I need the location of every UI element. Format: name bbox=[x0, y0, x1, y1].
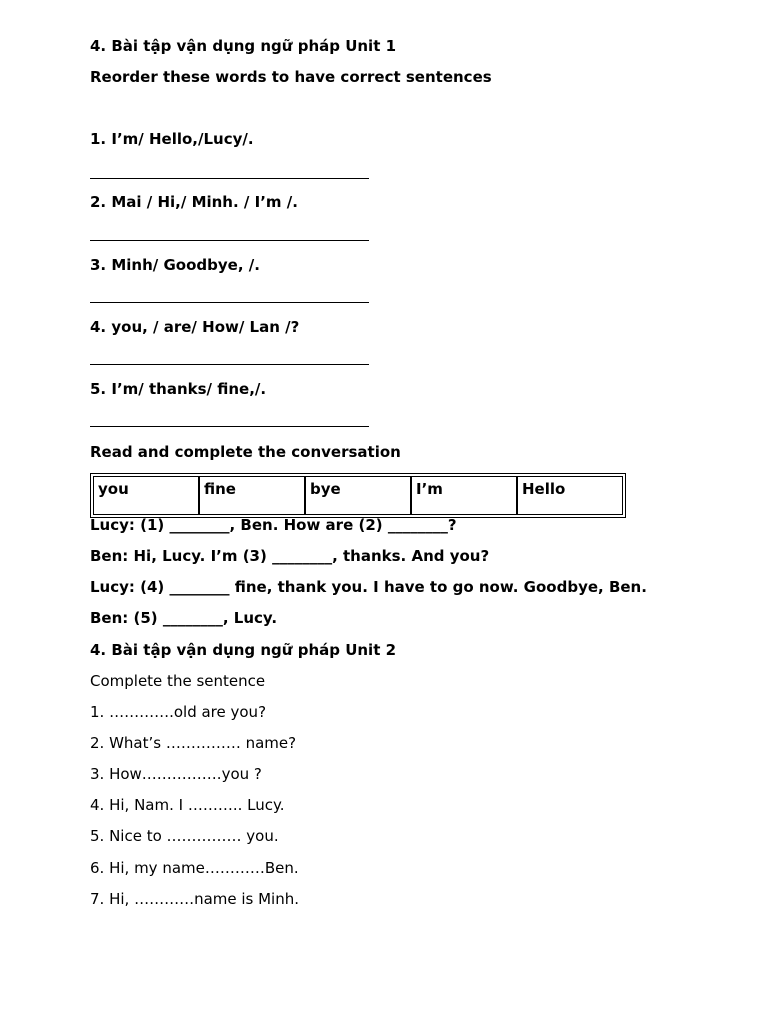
conversation-line: Lucy: (1) ________, Ben. How are (2) ________? bbox=[90, 516, 457, 534]
read-instruction: Read and complete the conversation bbox=[90, 443, 401, 461]
conversation-line: Lucy: (4) ________ fine, thank you. I have to go now. Goodbye, Ben. bbox=[90, 578, 647, 596]
word-box-cell: bye bbox=[306, 477, 412, 514]
word-box-cell: you bbox=[94, 477, 200, 514]
complete-item: 1. ………….old are you? bbox=[90, 703, 267, 721]
unit1-heading: 4. Bài tập vận dụng ngữ pháp Unit 1 bbox=[90, 37, 397, 55]
reorder-item: 1. I’m/ Hello,/Lucy/. bbox=[90, 130, 254, 148]
reorder-instruction: Reorder these words to have correct sentences bbox=[90, 68, 492, 86]
conversation-line: Ben: Hi, Lucy. I’m (3) ________, thanks. And you? bbox=[90, 547, 490, 565]
reorder-item: 3. Minh/ Goodbye, /. bbox=[90, 256, 260, 274]
word-box-cell: fine bbox=[200, 477, 306, 514]
conversation-line: Ben: (5) ________, Lucy. bbox=[90, 609, 278, 627]
word-box-cell: I’m bbox=[412, 477, 518, 514]
complete-item: 2. What’s …………… name? bbox=[90, 734, 297, 752]
reorder-item: 5. I’m/ thanks/ fine,/. bbox=[90, 380, 267, 398]
complete-item: 7. Hi, …………name is Minh. bbox=[90, 890, 300, 908]
answer-line bbox=[90, 302, 369, 303]
reorder-item: 4. you, / are/ How/ Lan /? bbox=[90, 318, 300, 336]
answer-line bbox=[90, 240, 369, 241]
answer-line bbox=[90, 178, 369, 179]
reorder-item: 2. Mai / Hi,/ Minh. / I’m /. bbox=[90, 193, 298, 211]
complete-item: 4. Hi, Nam. I ……….. Lucy. bbox=[90, 796, 285, 814]
complete-instruction: Complete the sentence bbox=[90, 672, 266, 690]
word-box-cell: Hello bbox=[522, 480, 566, 498]
unit2-heading: 4. Bài tập vận dụng ngữ pháp Unit 2 bbox=[90, 641, 397, 659]
complete-item: 5. Nice to …………… you. bbox=[90, 827, 279, 845]
word-box bbox=[90, 473, 626, 518]
answer-line bbox=[90, 426, 369, 427]
complete-item: 3. How…………….you ? bbox=[90, 765, 262, 783]
answer-line bbox=[90, 364, 369, 365]
complete-item: 6. Hi, my name…………Ben. bbox=[90, 859, 299, 877]
